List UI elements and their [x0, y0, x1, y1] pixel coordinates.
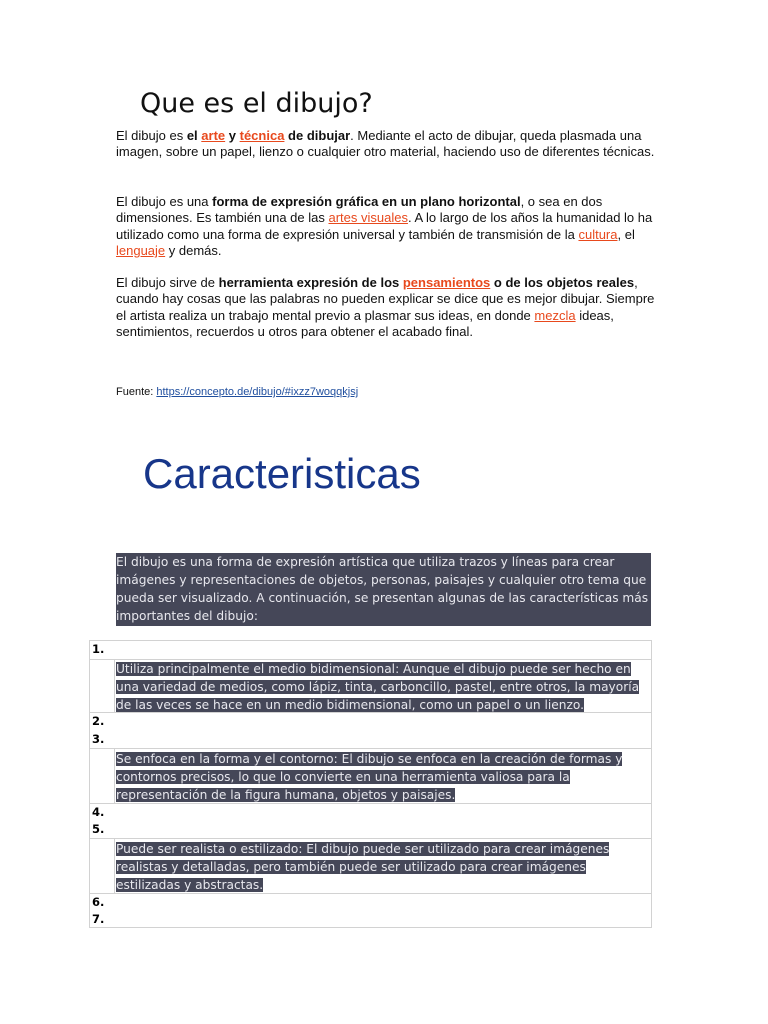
paragraph-expression	[116, 194, 656, 260]
table-divider	[89, 838, 652, 839]
list-number: 6.	[92, 895, 105, 909]
list-item	[116, 660, 648, 714]
list-number: 7.	[92, 912, 105, 926]
bold-text: y	[225, 128, 240, 143]
text: y demás.	[165, 243, 222, 259]
list-item-text: Puede ser realista o estilizado: El dibujo puede ser utilizado para crear imágenes realistas y detalladas, pero también puede ser utilizado para crear imágenes estilizadas y abstractas.	[116, 842, 610, 892]
source-line	[116, 385, 656, 399]
list-item	[116, 840, 648, 894]
paragraph-tool	[116, 275, 656, 341]
paragraph-definition	[116, 128, 656, 161]
bold-text: de dibujar	[284, 128, 351, 143]
link-arte[interactable]: arte	[201, 128, 226, 143]
link-mezcla[interactable]: mezcla	[534, 307, 576, 323]
bold-text: forma de expresión gráfica en un plano horizontal	[212, 194, 521, 209]
text: . Mediante el acto de dibujar, queda plasmada una imagen, sobre un papel, lienzo o cualquier otro material, haciendo uso de diferentes técnicas.	[116, 128, 655, 160]
list-number: 3.	[92, 732, 105, 746]
text: , o sea en dos dimensiones. Es también una de las	[116, 194, 603, 226]
list-number: 2.	[92, 714, 105, 728]
link-tecnica[interactable]: técnica	[239, 128, 285, 143]
link-cultura[interactable]: cultura	[578, 226, 618, 242]
intro-paragraph: El dibujo es una forma de expresión artística que utiliza trazos y líneas para crear imágenes y representaciones de objetos, personas, paisajes y cualquier otro tema que pueda ser visualizado. A continuación, se presentan algunas de las características más importantes del dibujo:	[116, 553, 651, 626]
list-item	[116, 750, 648, 804]
list-item-text: Se enfoca en la forma y el contorno: El dibujo se enfoca en la creación de formas y contornos precisos, lo que lo convierte en una herramienta valiosa para la representación de la figura humana, objetos y paisajes.	[116, 752, 623, 802]
source-link[interactable]: https://concepto.de/dibujo/#ixzz7woqqkjsj	[156, 386, 359, 398]
table-divider	[114, 839, 115, 894]
bold-text: o de los objetos reales	[490, 275, 635, 290]
text: , el	[617, 226, 635, 242]
bold-text: herramienta expresión de los	[218, 275, 403, 290]
section-title: Caracteristicas	[143, 450, 421, 497]
list-number: 5.	[92, 822, 105, 836]
link-artes-visuales[interactable]: artes visuales	[328, 210, 408, 226]
text: , cuando hay cosas que las palabras no pueden explicar se dice que es mejor dibujar. Siempre el artista realiza un trabajo mental previo a plasmar sus ideas, en donde	[116, 275, 655, 323]
table-divider	[114, 749, 115, 804]
link-lenguaje[interactable]: lenguaje	[116, 243, 166, 259]
source-label: Fuente:	[116, 386, 157, 398]
table-divider	[89, 748, 652, 749]
list-number: 4.	[92, 805, 105, 819]
text: El dibujo es	[116, 128, 187, 143]
table-divider	[114, 660, 115, 712]
text: El dibujo es una	[116, 194, 213, 209]
list-item-text: Utiliza principalmente el medio bidimensional: Aunque el dibujo puede ser hecho en una variedad de medios, como lápiz, tinta, carboncillo, pastel, entre otros, la mayoría de las veces se hace en un medio bidimensional, como un papel o un lienzo.	[116, 662, 640, 712]
text: ideas, sentimientos, recuerdos u otros para obtener el acabado final.	[116, 307, 614, 340]
text: El dibujo sirve de	[116, 275, 219, 290]
page-title: Que es el dibujo?	[140, 88, 373, 119]
text: . A lo largo de los años la humanidad lo ha utilizado como una forma de expresión universal y también de transmisión de la	[116, 210, 653, 242]
link-pensamientos[interactable]: pensamientos	[402, 275, 491, 290]
bold-text: el	[186, 128, 202, 143]
list-number: 1.	[92, 642, 105, 656]
